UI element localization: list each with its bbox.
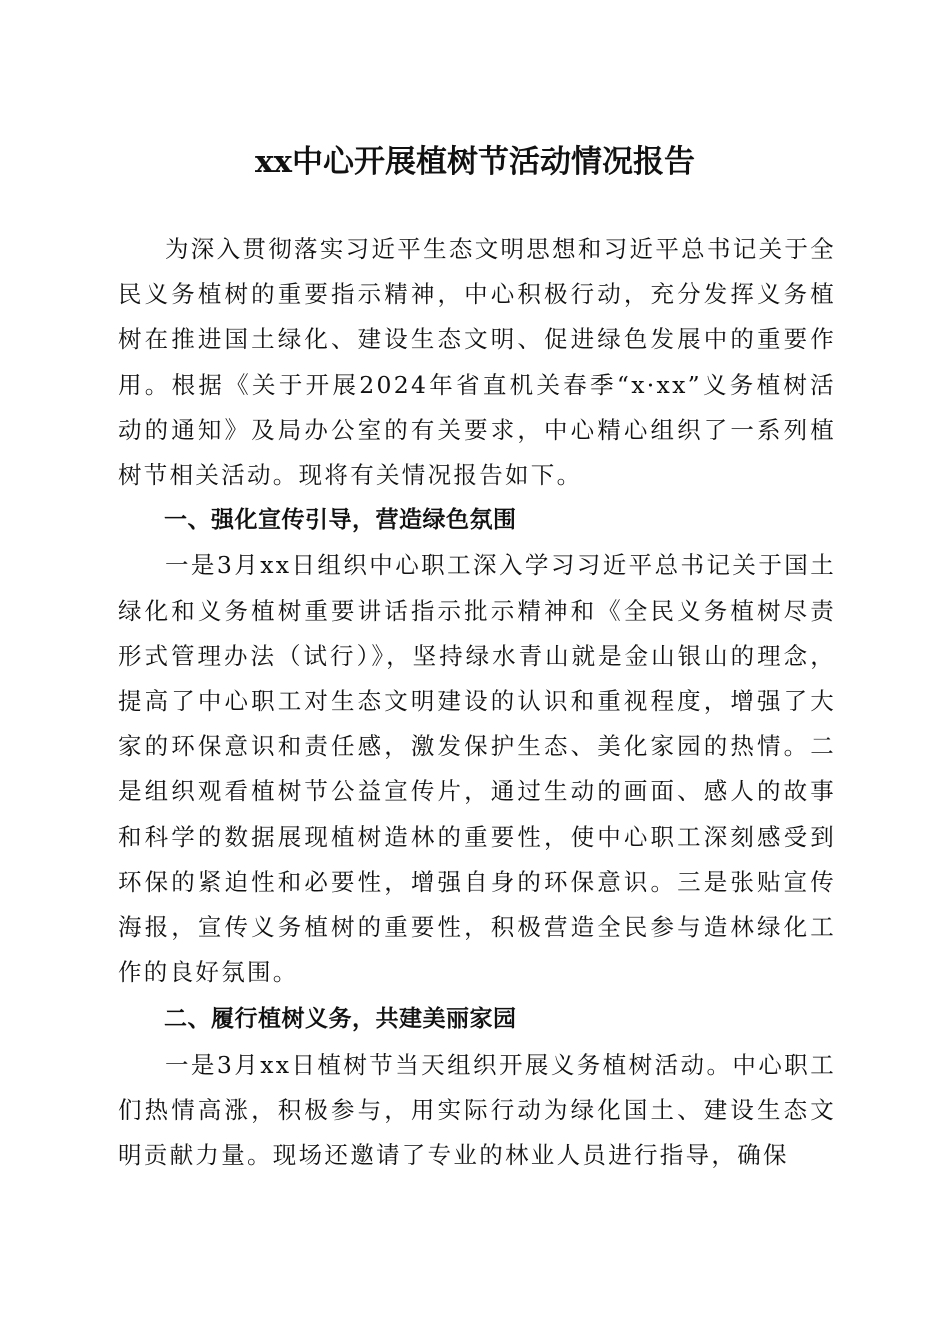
section-2-heading: 二、履行植树义务，共建美丽家园 (164, 1006, 517, 1033)
section-2-paragraph: 一是3月xx日植树节当天组织开展义务植树活动。中心职工们热情高涨，积极参与，用实际行动为绿化国土、建设生态文明贡献力量。现场还邀请了专业的林业人员进行指导，确保 (118, 1050, 836, 1170)
intro-paragraph: 为深入贯彻落实习近平生态文明思想和习近平总书记关于全民义务植树的重要指示精神，中心积极行动，充分发挥义务植树在推进国土绿化、建设生态文明、促进绿色发展中的重要作用。根据《关于开展2024年省直机关春季“x·xx”义务植树活动的通知》及局办公室的有关要求，中心精心组织了一系列植树节相关活动。现将有关情况报告如下。 (118, 235, 836, 490)
document-title: xx中心开展植树节活动情况报告 (255, 144, 695, 180)
section-1-heading: 一、强化宣传引导，营造绿色氛围 (164, 507, 517, 534)
document-body (118, 227, 836, 1178)
section-1-paragraph: 一是3月xx日组织中心职工深入学习习近平总书记关于国土绿化和义务植树重要讲话指示批示精神和《全民义务植树尽责形式管理办法（试行）》，坚持绿水青山就是金山银山的理念，提高了中心职工对生态文明建设的认识和重视程度，增强了大家的环保意识和责任感，激发保护生态、美化家园的热情。二是组织观看植树节公益宣传片，通过生动的画面、感人的故事和科学的数据展现植树造林的重要性，使中心职工深刻感受到环保的紧迫性和必要性，增强自身的环保意识。三是张贴宣传海报，宣传义务植树的重要性，积极营造全民参与造林绿化工作的良好氛围。 (118, 551, 836, 987)
